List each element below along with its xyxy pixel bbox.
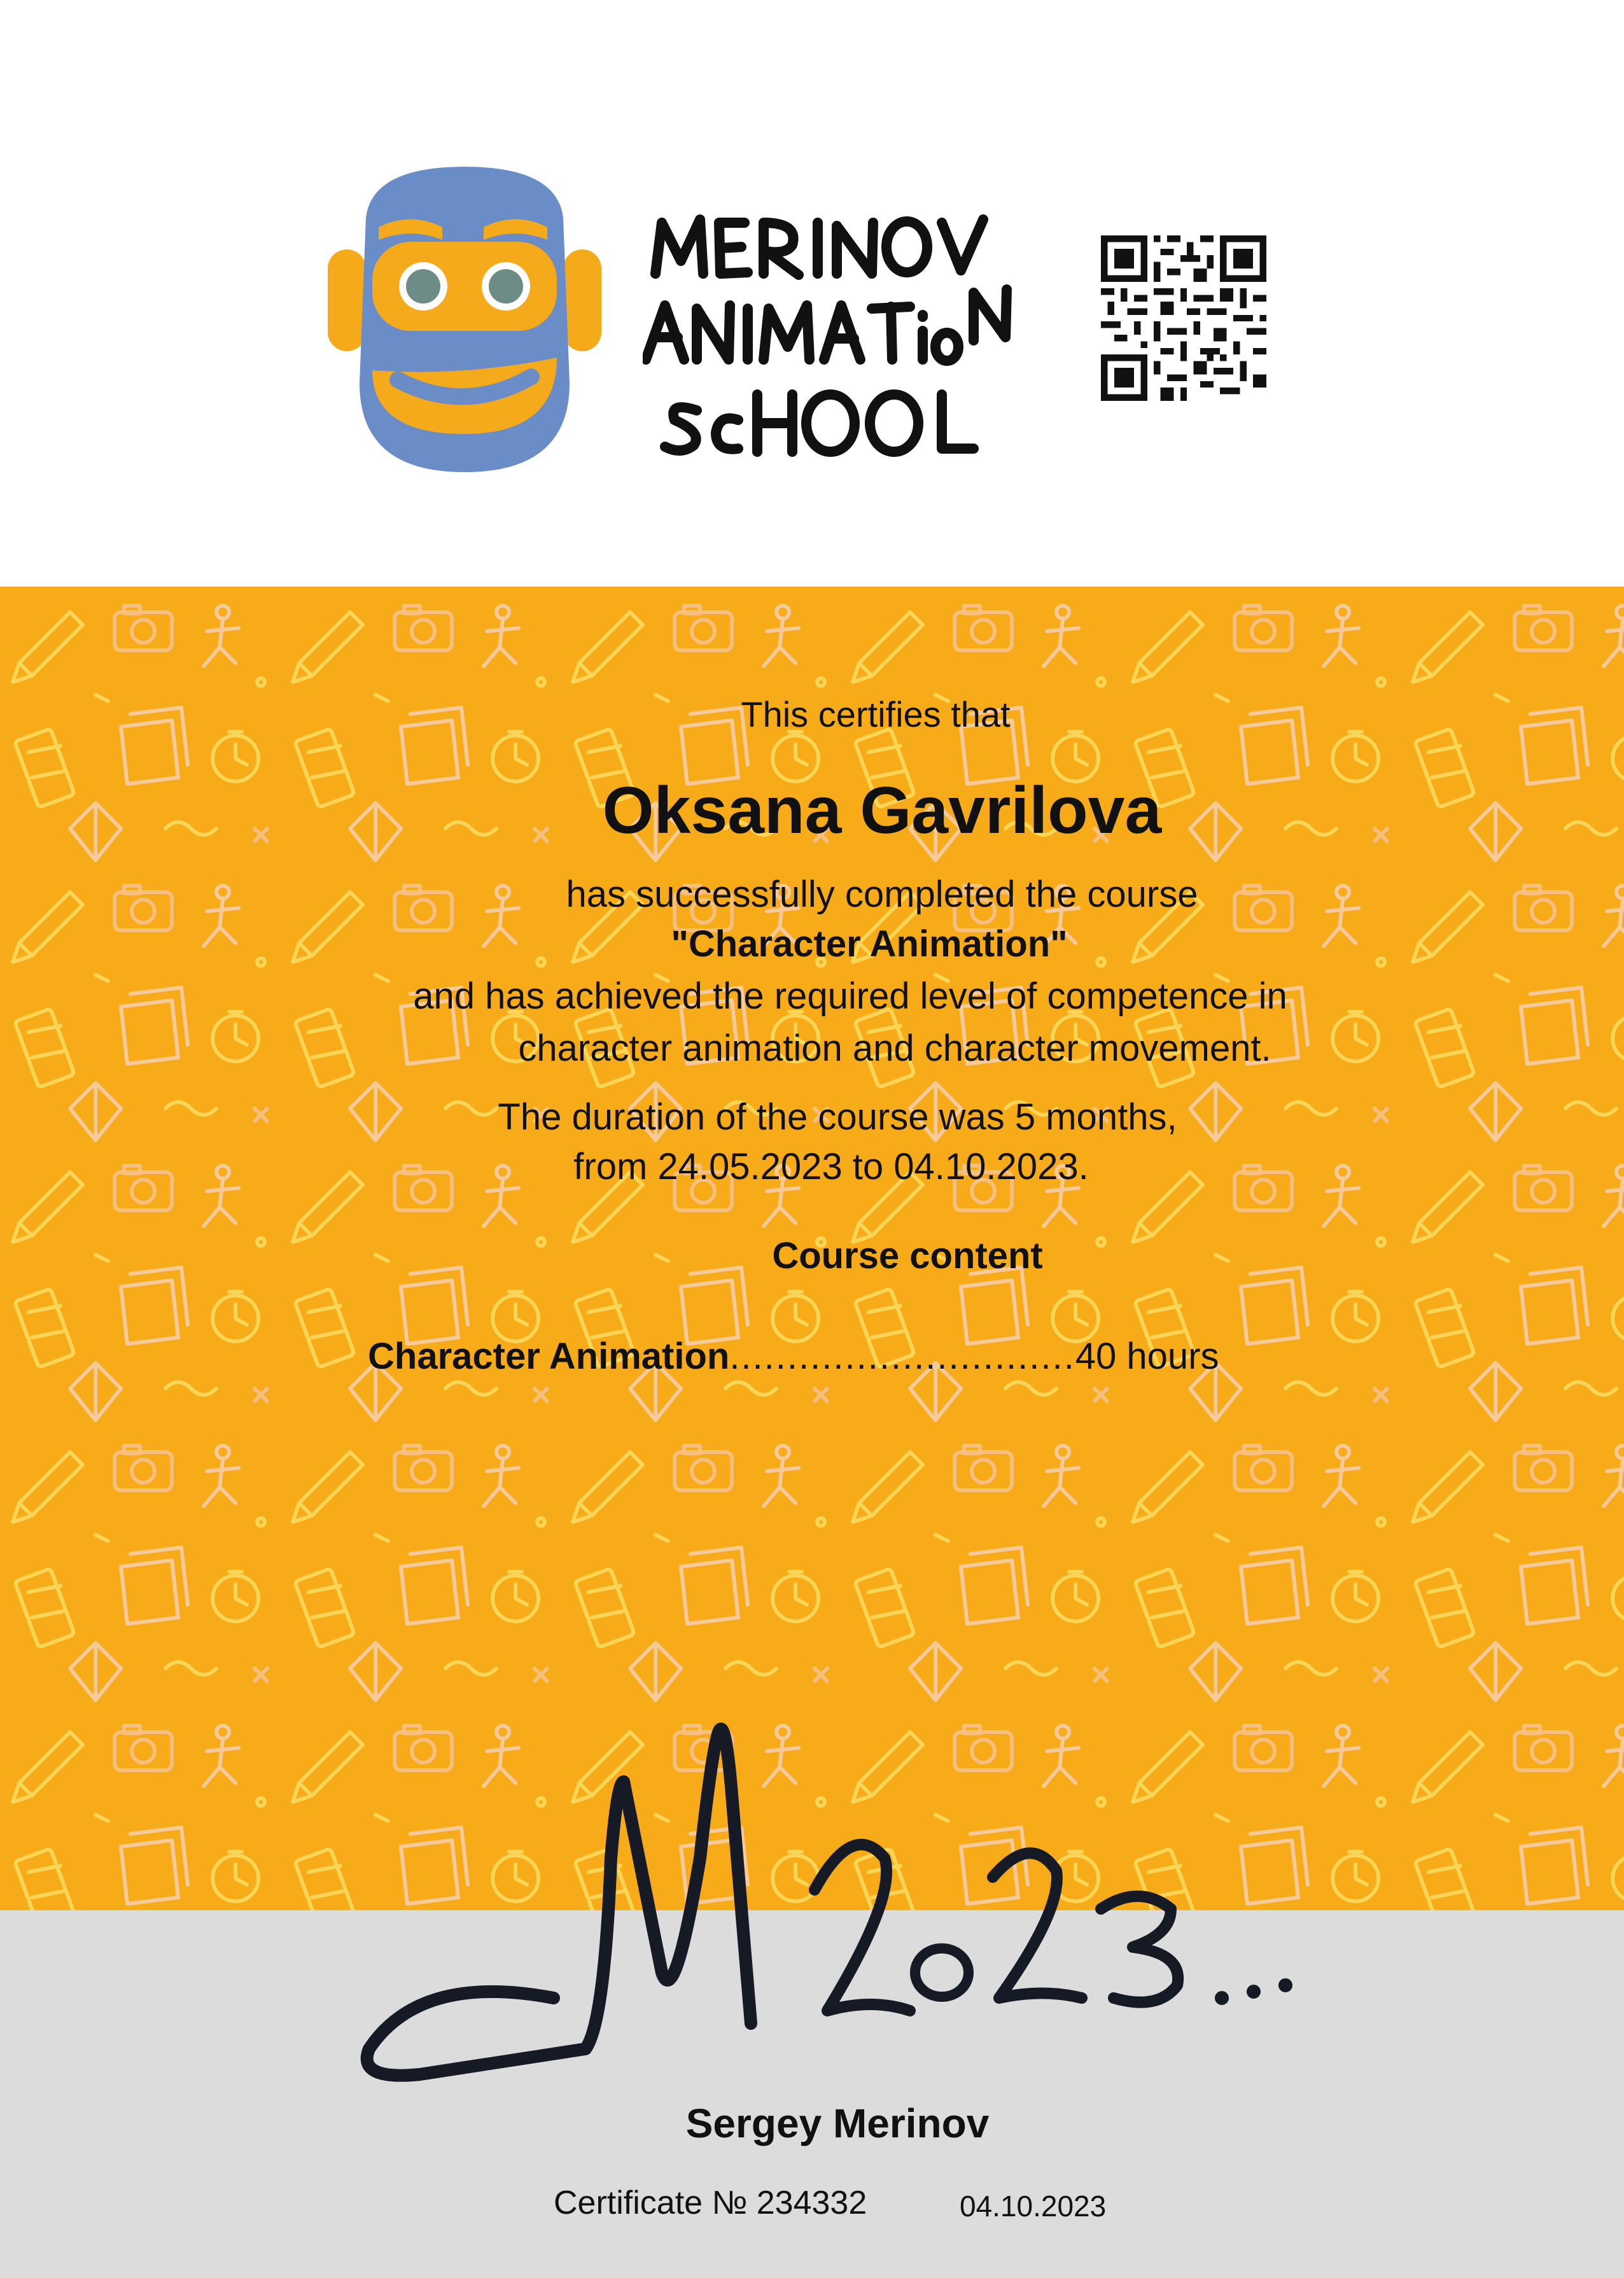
- duration-line-1: The duration of the course was 5 months,: [498, 1096, 1177, 1138]
- content-item-hours: 40 hours: [1075, 1336, 1219, 1377]
- course-content-heading: Course content: [772, 1235, 1043, 1276]
- course-title: "Character Animation": [671, 923, 1068, 965]
- course-content-item: [368, 1335, 1284, 1378]
- content-item-leader-dots: ..............................: [729, 1336, 1075, 1377]
- certifies-intro: This certifies that: [741, 694, 1011, 734]
- competence-line-1: and has achieved the required level of competence in: [413, 975, 1287, 1017]
- qr-code-icon: [1101, 235, 1266, 401]
- certificate-date: 04.10.2023: [960, 2190, 1107, 2223]
- duration-line-2: from 24.05.2023 to 04.10.2023.: [573, 1146, 1089, 1187]
- signer-name: Sergey Merinov: [685, 2100, 990, 2146]
- recipient-name: Oksana Gavrilova: [602, 774, 1162, 848]
- content-item-name: Character Animation: [368, 1336, 730, 1377]
- school-logo-text: [643, 204, 1037, 458]
- certificate-header: [0, 0, 1624, 587]
- mascot-logo-icon: [328, 167, 601, 472]
- handwritten-signature: [344, 1667, 1336, 2100]
- completed-text: has successfully completed the course: [566, 874, 1198, 915]
- certificate-number: Certificate № 234332: [554, 2184, 867, 2221]
- competence-line-2: character animation and character movement.: [518, 1028, 1271, 1069]
